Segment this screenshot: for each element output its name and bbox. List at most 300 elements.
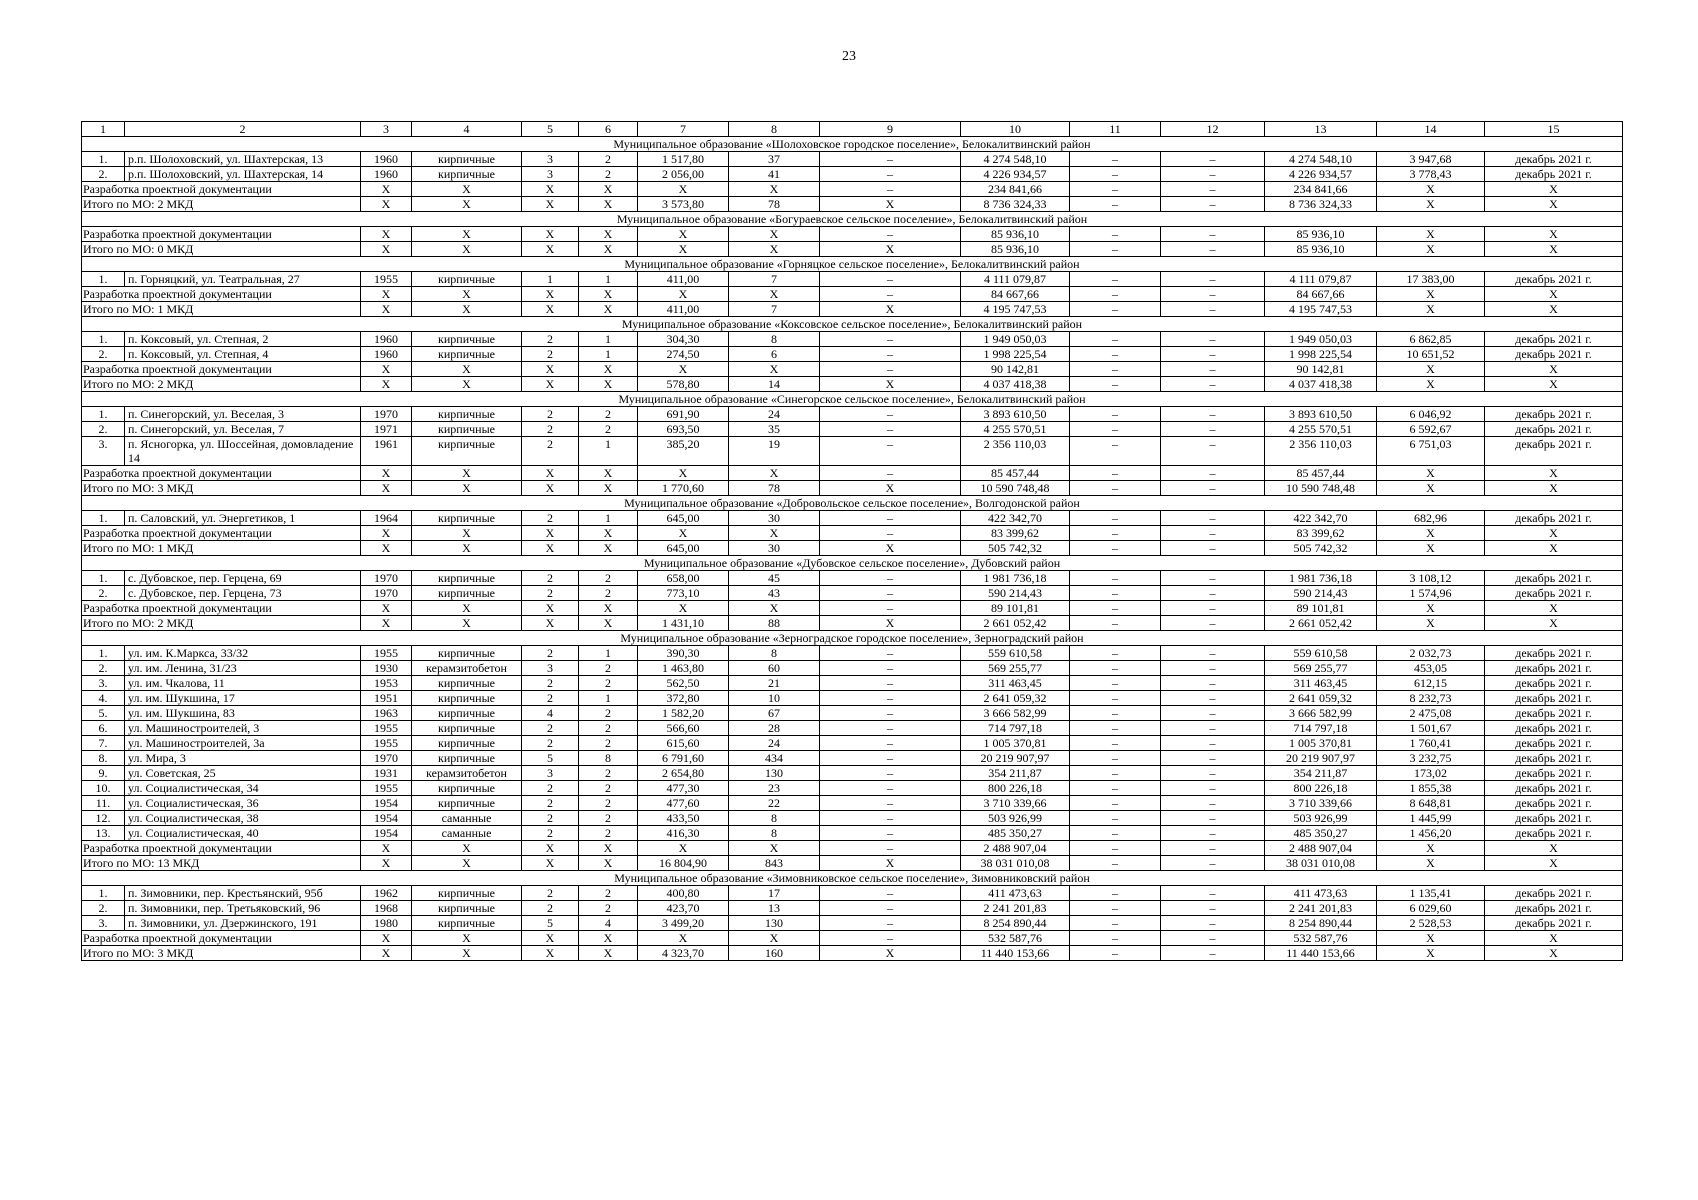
- cell-c8: 67: [729, 706, 820, 721]
- column-number-15: 15: [1485, 122, 1623, 137]
- cell-c7: 400,80: [638, 886, 729, 901]
- cell-mat: X: [412, 526, 522, 541]
- cell-c12: –: [1161, 272, 1265, 287]
- cell-year: 1954: [361, 826, 412, 841]
- cell-c14: 6 862,85: [1377, 332, 1485, 347]
- cell-c6: X: [579, 362, 638, 377]
- cell-mat: X: [412, 377, 522, 392]
- cell-c6: 2: [579, 661, 638, 676]
- cell-year: 1964: [361, 511, 412, 526]
- cell-c8: 8: [729, 646, 820, 661]
- cell-c7: 2 654,80: [638, 766, 729, 781]
- cell-c10: 85 936,10: [961, 227, 1070, 242]
- cell-c8: 434: [729, 751, 820, 766]
- cell-c12: –: [1161, 407, 1265, 422]
- cell-c7: 2 056,00: [638, 167, 729, 182]
- cell-c6: X: [579, 616, 638, 631]
- table-row: [82, 511, 1623, 526]
- cell-c15: X: [1485, 856, 1623, 871]
- cell-c6: 1: [579, 347, 638, 362]
- cell-year: X: [361, 541, 412, 556]
- cell-c8: 28: [729, 721, 820, 736]
- cell-c6: 2: [579, 826, 638, 841]
- cell-c7: X: [638, 182, 729, 197]
- column-number-3: 3: [361, 122, 412, 137]
- cell-c13: 90 142,81: [1265, 362, 1377, 377]
- cell-c12: –: [1161, 901, 1265, 916]
- cell-c14: 1 574,96: [1377, 586, 1485, 601]
- address-cell: ул. им. К.Маркса, 33/32: [125, 646, 361, 661]
- cell-c7: 411,00: [638, 272, 729, 287]
- row-label: Итого по МО: 0 МКД: [82, 242, 361, 257]
- cell-year: 1962: [361, 886, 412, 901]
- cell-c11: –: [1070, 302, 1161, 317]
- address-cell: ул. Мира, 3: [125, 751, 361, 766]
- cell-c13: 422 342,70: [1265, 511, 1377, 526]
- cell-c14: 2 032,73: [1377, 646, 1485, 661]
- cell-c5: 2: [522, 826, 579, 841]
- cell-c11: –: [1070, 167, 1161, 182]
- cell-c7: 578,80: [638, 377, 729, 392]
- table-row: [82, 167, 1623, 182]
- cell-c8: 130: [729, 766, 820, 781]
- cell-c7: X: [638, 227, 729, 242]
- cell-year: X: [361, 182, 412, 197]
- cell-c7: 658,00: [638, 571, 729, 586]
- cell-c15: декабрь 2021 г.: [1485, 886, 1623, 901]
- cell-c9: –: [820, 272, 961, 287]
- table-row: [82, 332, 1623, 347]
- cell-c8: X: [729, 182, 820, 197]
- cell-c10: 20 219 907,97: [961, 751, 1070, 766]
- column-number-9: 9: [820, 122, 961, 137]
- cell-c9: X: [820, 197, 961, 212]
- cell-c14: 8 648,81: [1377, 796, 1485, 811]
- cell-mat: кирпичные: [412, 437, 522, 466]
- section-title: Муниципальное образование «Богураевское сельское поселение», Белокалитвинский район: [82, 212, 1623, 227]
- address-cell: с. Дубовское, пер. Герцена, 69: [125, 571, 361, 586]
- table-row: [82, 796, 1623, 811]
- cell-c13: 83 399,62: [1265, 526, 1377, 541]
- cell-c15: X: [1485, 616, 1623, 631]
- cell-c14: 1 501,67: [1377, 721, 1485, 736]
- cell-c11: –: [1070, 377, 1161, 392]
- cell-c9: –: [820, 931, 961, 946]
- cell-c5: X: [522, 526, 579, 541]
- cell-c15: X: [1485, 931, 1623, 946]
- address-cell: п. Коксовый, ул. Степная, 2: [125, 332, 361, 347]
- column-number-13: 13: [1265, 122, 1377, 137]
- cell-c9: –: [820, 901, 961, 916]
- cell-c9: –: [820, 407, 961, 422]
- cell-c13: 2 661 052,42: [1265, 616, 1377, 631]
- table-row: [82, 751, 1623, 766]
- cell-c13: 11 440 153,66: [1265, 946, 1377, 961]
- cell-c8: 8: [729, 811, 820, 826]
- cell-c5: 2: [522, 901, 579, 916]
- address-cell: р.п. Шолоховский, ул. Шахтерская, 14: [125, 167, 361, 182]
- cell-c15: X: [1485, 362, 1623, 377]
- total-row: [82, 362, 1623, 377]
- address-cell: п. Коксовый, ул. Степная, 4: [125, 347, 361, 362]
- cell-c7: 390,30: [638, 646, 729, 661]
- cell-c15: X: [1485, 526, 1623, 541]
- cell-year: X: [361, 931, 412, 946]
- total-row: [82, 856, 1623, 871]
- cell-year: 1971: [361, 422, 412, 437]
- cell-c7: 1 517,80: [638, 152, 729, 167]
- cell-c11: –: [1070, 736, 1161, 751]
- cell-c11: –: [1070, 646, 1161, 661]
- cell-c9: –: [820, 811, 961, 826]
- table-row: [82, 422, 1623, 437]
- total-row: [82, 931, 1623, 946]
- cell-c14: X: [1377, 481, 1485, 496]
- cell-c5: 3: [522, 152, 579, 167]
- cell-c11: –: [1070, 481, 1161, 496]
- cell-c9: –: [820, 916, 961, 931]
- cell-c12: –: [1161, 931, 1265, 946]
- row-label: Разработка проектной документации: [82, 526, 361, 541]
- cell-year: 1960: [361, 332, 412, 347]
- cell-c9: –: [820, 167, 961, 182]
- table-row: [82, 811, 1623, 826]
- cell-c10: 38 031 010,08: [961, 856, 1070, 871]
- address-cell: ул. им. Ленина, 31/23: [125, 661, 361, 676]
- cell-year: X: [361, 362, 412, 377]
- row-number: 9.: [82, 766, 125, 781]
- cell-c8: 88: [729, 616, 820, 631]
- address-cell: п. Синегорский, ул. Веселая, 7: [125, 422, 361, 437]
- cell-c10: 1 998 225,54: [961, 347, 1070, 362]
- row-label: Разработка проектной документации: [82, 182, 361, 197]
- cell-c8: 130: [729, 916, 820, 931]
- cell-year: 1970: [361, 751, 412, 766]
- cell-c13: 85 457,44: [1265, 466, 1377, 481]
- cell-c15: декабрь 2021 г.: [1485, 901, 1623, 916]
- total-row: [82, 841, 1623, 856]
- cell-c15: декабрь 2021 г.: [1485, 152, 1623, 167]
- row-label: Итого по МО: 2 МКД: [82, 377, 361, 392]
- cell-c14: 6 046,92: [1377, 407, 1485, 422]
- cell-c9: –: [820, 751, 961, 766]
- cell-c14: X: [1377, 526, 1485, 541]
- cell-c15: декабрь 2021 г.: [1485, 167, 1623, 182]
- row-label: Итого по МО: 3 МКД: [82, 946, 361, 961]
- cell-c7: 3 573,80: [638, 197, 729, 212]
- cell-c15: декабрь 2021 г.: [1485, 811, 1623, 826]
- cell-c8: 7: [729, 302, 820, 317]
- cell-c15: декабрь 2021 г.: [1485, 781, 1623, 796]
- cell-c12: –: [1161, 347, 1265, 362]
- cell-c6: X: [579, 302, 638, 317]
- row-number: 10.: [82, 781, 125, 796]
- address-cell: п. Саловский, ул. Энергетиков, 1: [125, 511, 361, 526]
- cell-c12: –: [1161, 766, 1265, 781]
- cell-c10: 1 949 050,03: [961, 332, 1070, 347]
- section-title: Муниципальное образование «Синегорское сельское поселение», Белокалитвинский район: [82, 392, 1623, 407]
- cell-c11: –: [1070, 796, 1161, 811]
- cell-year: 1955: [361, 272, 412, 287]
- cell-c13: 20 219 907,97: [1265, 751, 1377, 766]
- cell-c6: 1: [579, 332, 638, 347]
- cell-c6: 2: [579, 811, 638, 826]
- cell-c14: 1 760,41: [1377, 736, 1485, 751]
- cell-c12: –: [1161, 437, 1265, 466]
- cell-c12: –: [1161, 302, 1265, 317]
- cell-c11: –: [1070, 347, 1161, 362]
- row-label: Итого по МО: 2 МКД: [82, 197, 361, 212]
- column-number-4: 4: [412, 122, 522, 137]
- row-label: Разработка проектной документации: [82, 931, 361, 946]
- cell-c5: 2: [522, 736, 579, 751]
- cell-mat: X: [412, 302, 522, 317]
- cell-c5: 2: [522, 691, 579, 706]
- cell-year: X: [361, 377, 412, 392]
- cell-c9: –: [820, 362, 961, 377]
- cell-c14: X: [1377, 616, 1485, 631]
- cell-c13: 38 031 010,08: [1265, 856, 1377, 871]
- header-row: [82, 122, 1623, 137]
- cell-year: 1954: [361, 796, 412, 811]
- cell-c11: –: [1070, 721, 1161, 736]
- cell-year: 1931: [361, 766, 412, 781]
- cell-c15: X: [1485, 481, 1623, 496]
- row-number: 5.: [82, 706, 125, 721]
- cell-c7: 6 791,60: [638, 751, 729, 766]
- row-label: Итого по МО: 1 МКД: [82, 541, 361, 556]
- cell-c9: –: [820, 287, 961, 302]
- row-number: 4.: [82, 691, 125, 706]
- cell-c15: декабрь 2021 г.: [1485, 736, 1623, 751]
- cell-c12: –: [1161, 916, 1265, 931]
- cell-c7: 645,00: [638, 541, 729, 556]
- cell-year: 1954: [361, 811, 412, 826]
- cell-c8: X: [729, 362, 820, 377]
- cell-mat: кирпичные: [412, 422, 522, 437]
- cell-year: X: [361, 287, 412, 302]
- cell-c10: 505 742,32: [961, 541, 1070, 556]
- cell-c11: –: [1070, 197, 1161, 212]
- cell-c9: –: [820, 646, 961, 661]
- cell-c7: 1 463,80: [638, 661, 729, 676]
- cell-year: 1955: [361, 721, 412, 736]
- cell-c13: 2 241 201,83: [1265, 901, 1377, 916]
- cell-c14: 1 445,99: [1377, 811, 1485, 826]
- cell-c10: 2 241 201,83: [961, 901, 1070, 916]
- cell-c6: 1: [579, 691, 638, 706]
- table-row: [82, 272, 1623, 287]
- cell-c7: X: [638, 931, 729, 946]
- column-number-14: 14: [1377, 122, 1485, 137]
- cell-c10: 422 342,70: [961, 511, 1070, 526]
- cell-c12: –: [1161, 646, 1265, 661]
- row-number: 3.: [82, 916, 125, 931]
- table-row: [82, 721, 1623, 736]
- cell-c8: 843: [729, 856, 820, 871]
- cell-c12: –: [1161, 946, 1265, 961]
- cell-year: 1930: [361, 661, 412, 676]
- cell-c7: 372,80: [638, 691, 729, 706]
- cell-c7: 304,30: [638, 332, 729, 347]
- cell-c15: декабрь 2021 г.: [1485, 706, 1623, 721]
- cell-year: X: [361, 526, 412, 541]
- cell-mat: кирпичные: [412, 886, 522, 901]
- cell-c13: 2 641 059,32: [1265, 691, 1377, 706]
- cell-c12: –: [1161, 781, 1265, 796]
- cell-c10: 1 981 736,18: [961, 571, 1070, 586]
- cell-c13: 569 255,77: [1265, 661, 1377, 676]
- cell-c10: 2 641 059,32: [961, 691, 1070, 706]
- address-cell: п. Горняцкий, ул. Театральная, 27: [125, 272, 361, 287]
- cell-mat: кирпичные: [412, 901, 522, 916]
- cell-c8: 13: [729, 901, 820, 916]
- cell-c9: X: [820, 616, 961, 631]
- cell-c5: X: [522, 362, 579, 377]
- cell-c6: X: [579, 601, 638, 616]
- cell-c8: 19: [729, 437, 820, 466]
- cell-year: X: [361, 302, 412, 317]
- cell-c14: X: [1377, 362, 1485, 377]
- cell-c15: декабрь 2021 г.: [1485, 511, 1623, 526]
- cell-c6: 2: [579, 781, 638, 796]
- cell-c10: 800 226,18: [961, 781, 1070, 796]
- column-number-2: 2: [125, 122, 361, 137]
- cell-c14: X: [1377, 227, 1485, 242]
- cell-c14: X: [1377, 242, 1485, 257]
- cell-c13: 505 742,32: [1265, 541, 1377, 556]
- cell-c9: –: [820, 886, 961, 901]
- row-number: 13.: [82, 826, 125, 841]
- cell-c7: X: [638, 362, 729, 377]
- cell-c6: 2: [579, 586, 638, 601]
- cell-c10: 4 274 548,10: [961, 152, 1070, 167]
- cell-year: X: [361, 841, 412, 856]
- row-number: 8.: [82, 751, 125, 766]
- cell-c5: X: [522, 182, 579, 197]
- cell-mat: кирпичные: [412, 167, 522, 182]
- cell-c11: –: [1070, 407, 1161, 422]
- cell-c15: декабрь 2021 г.: [1485, 826, 1623, 841]
- row-number: 2.: [82, 347, 125, 362]
- cell-c5: X: [522, 377, 579, 392]
- cell-c10: 4 226 934,57: [961, 167, 1070, 182]
- cell-c10: 10 590 748,48: [961, 481, 1070, 496]
- cell-c14: 453,05: [1377, 661, 1485, 676]
- cell-c6: X: [579, 946, 638, 961]
- section-header-row: [82, 257, 1623, 272]
- cell-c7: X: [638, 287, 729, 302]
- cell-year: 1961: [361, 437, 412, 466]
- cell-c12: –: [1161, 886, 1265, 901]
- total-row: [82, 481, 1623, 496]
- cell-year: X: [361, 197, 412, 212]
- cell-c8: 7: [729, 272, 820, 287]
- cell-year: X: [361, 227, 412, 242]
- cell-year: 1963: [361, 706, 412, 721]
- cell-year: 1953: [361, 676, 412, 691]
- cell-c13: 532 587,76: [1265, 931, 1377, 946]
- cell-c13: 4 255 570,51: [1265, 422, 1377, 437]
- row-number: 2.: [82, 661, 125, 676]
- cell-c7: X: [638, 466, 729, 481]
- cell-c13: 3 893 610,50: [1265, 407, 1377, 422]
- cell-c6: 1: [579, 511, 638, 526]
- cell-c5: 2: [522, 811, 579, 826]
- table-row: [82, 676, 1623, 691]
- cell-year: 1955: [361, 646, 412, 661]
- cell-c7: 433,50: [638, 811, 729, 826]
- cell-c15: декабрь 2021 г.: [1485, 571, 1623, 586]
- cell-c7: 645,00: [638, 511, 729, 526]
- section-title: Муниципальное образование «Дубовское сельское поселение», Дубовский район: [82, 556, 1623, 571]
- cell-c15: декабрь 2021 г.: [1485, 691, 1623, 706]
- cell-c7: 477,60: [638, 796, 729, 811]
- cell-c12: –: [1161, 526, 1265, 541]
- cell-c6: 2: [579, 676, 638, 691]
- address-cell: ул. им. Чкалова, 11: [125, 676, 361, 691]
- cell-c8: 30: [729, 511, 820, 526]
- cell-c5: X: [522, 601, 579, 616]
- cell-year: 1955: [361, 781, 412, 796]
- cell-c15: декабрь 2021 г.: [1485, 721, 1623, 736]
- cell-c15: X: [1485, 466, 1623, 481]
- cell-c12: –: [1161, 541, 1265, 556]
- cell-c11: –: [1070, 826, 1161, 841]
- cell-c11: –: [1070, 601, 1161, 616]
- cell-c13: 2 488 907,04: [1265, 841, 1377, 856]
- cell-c9: X: [820, 541, 961, 556]
- cell-c11: –: [1070, 182, 1161, 197]
- total-row: [82, 616, 1623, 631]
- cell-mat: кирпичные: [412, 916, 522, 931]
- cell-c5: 5: [522, 916, 579, 931]
- column-number-1: 1: [82, 122, 125, 137]
- cell-c14: 6 751,03: [1377, 437, 1485, 466]
- cell-c5: 2: [522, 886, 579, 901]
- cell-c12: –: [1161, 691, 1265, 706]
- cell-c12: –: [1161, 736, 1265, 751]
- cell-c11: –: [1070, 661, 1161, 676]
- cell-c11: –: [1070, 332, 1161, 347]
- cell-c7: 566,60: [638, 721, 729, 736]
- row-number: 2.: [82, 167, 125, 182]
- cell-c10: 4 255 570,51: [961, 422, 1070, 437]
- cell-c9: –: [820, 526, 961, 541]
- cell-c6: X: [579, 931, 638, 946]
- cell-c5: 5: [522, 751, 579, 766]
- cell-c13: 1 998 225,54: [1265, 347, 1377, 362]
- cell-c6: X: [579, 466, 638, 481]
- cell-c11: –: [1070, 886, 1161, 901]
- row-number: 1.: [82, 272, 125, 287]
- cell-year: 1960: [361, 167, 412, 182]
- cell-c6: 2: [579, 721, 638, 736]
- total-row: [82, 242, 1623, 257]
- cell-mat: керамзитобетон: [412, 661, 522, 676]
- cell-year: 1970: [361, 571, 412, 586]
- cell-c13: 234 841,66: [1265, 182, 1377, 197]
- cell-c13: 485 350,27: [1265, 826, 1377, 841]
- address-cell: ул. Машиностроителей, 3а: [125, 736, 361, 751]
- cell-c5: 2: [522, 586, 579, 601]
- cell-c14: 3 947,68: [1377, 152, 1485, 167]
- cell-mat: кирпичные: [412, 736, 522, 751]
- table-row: [82, 347, 1623, 362]
- row-number: 7.: [82, 736, 125, 751]
- cell-year: X: [361, 601, 412, 616]
- cell-mat: X: [412, 182, 522, 197]
